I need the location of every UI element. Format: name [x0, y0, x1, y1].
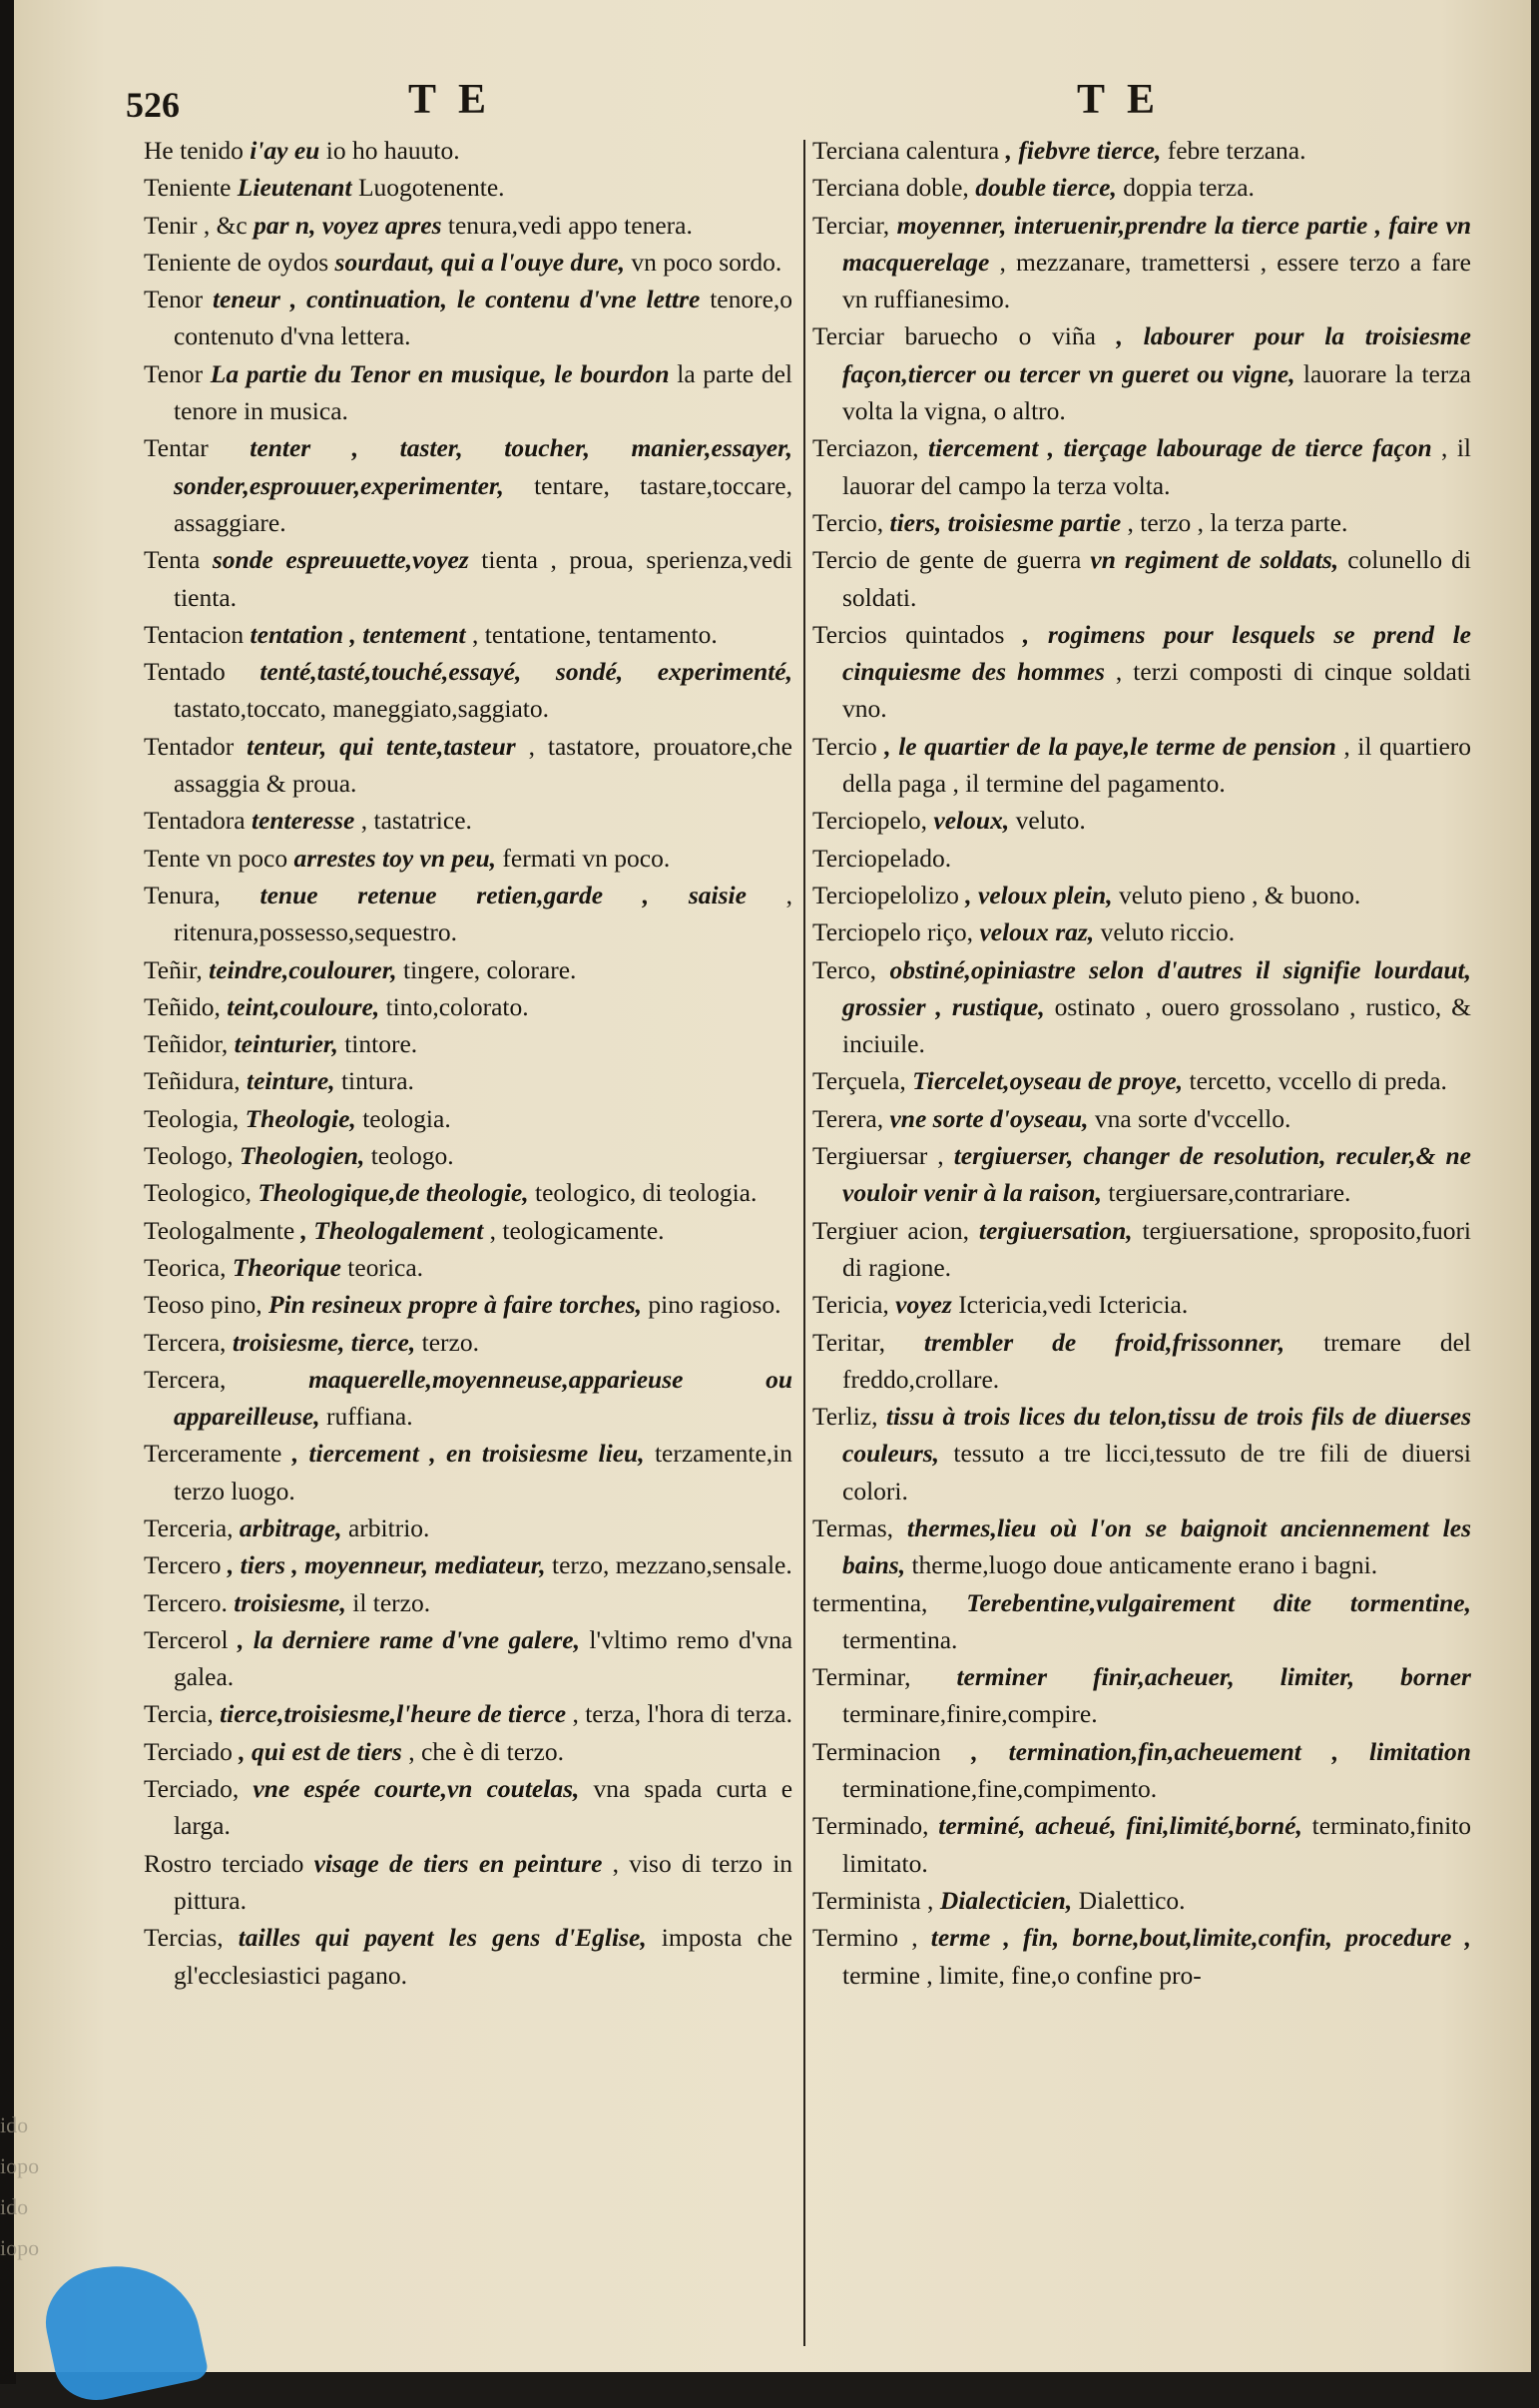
french-gloss: tenteresse: [251, 806, 355, 836]
headword: Teniente de oydos: [144, 247, 329, 277]
dictionary-entry: [144, 1324, 792, 1361]
headword: Terminar,: [812, 1662, 911, 1692]
dictionary-entry: [144, 281, 792, 355]
french-gloss: , fiebvre tierce,: [1005, 136, 1162, 165]
french-gloss: , veloux plein,: [965, 880, 1113, 909]
dictionary-entry: [144, 132, 792, 169]
dictionary-entry: [812, 1062, 1471, 1099]
dictionary-entry: [812, 1658, 1471, 1733]
dictionary-entry: [812, 1509, 1471, 1584]
italian-gloss: , il quartiero della paga , il termine del pagamento.: [842, 731, 1472, 799]
french-gloss: vn regiment de soldats,: [1090, 545, 1339, 575]
italian-gloss: lauorare la terza volta la vigna, o altro.: [842, 358, 1471, 426]
dictionary-entry: [812, 132, 1471, 169]
headword: Terceria,: [144, 1512, 234, 1542]
dictionary-entry: [144, 877, 792, 951]
italian-gloss: termine , limite, fine,o confine pro-: [842, 1960, 1202, 1990]
headword: Tentadora: [144, 806, 246, 836]
italian-gloss: colunello di soldati.: [842, 545, 1471, 612]
headword: Terco,: [812, 954, 877, 984]
italian-gloss: tenore,o contenuto d'vna lettera.: [174, 285, 793, 351]
french-gloss: , rogimens pour lesquels se prend le cinquiesme des hommes: [842, 619, 1471, 687]
french-gloss: , la derniere rame d'vne galere,: [237, 1624, 580, 1654]
italian-gloss: , viso di terzo in pittura.: [174, 1848, 793, 1915]
italian-gloss: pino ragioso.: [648, 1290, 781, 1320]
dictionary-entry: [144, 541, 792, 616]
headword: Tentador: [144, 731, 235, 761]
italian-gloss: termentina.: [842, 1624, 958, 1654]
french-gloss: tiers, troisiesme partie: [889, 507, 1122, 537]
left-column: [144, 132, 792, 1994]
dictionary-entry: [144, 1249, 792, 1286]
dictionary-entry: [144, 840, 792, 877]
italian-gloss: tintura.: [340, 1066, 414, 1096]
italian-gloss: tinto,colorato.: [385, 991, 529, 1021]
headword: Terciopelado.: [812, 843, 952, 873]
dictionary-entry: [144, 1212, 792, 1249]
headword: Teñido,: [144, 991, 221, 1021]
headword: Terceramente: [144, 1439, 282, 1469]
dictionary-entry: [144, 207, 792, 244]
italian-gloss: veluto riccio.: [1100, 917, 1236, 947]
french-gloss: Theologique,de theologie,: [257, 1178, 529, 1208]
headword: Terminacion: [812, 1736, 941, 1766]
dictionary-entry: [812, 1100, 1471, 1137]
headword: Rostro terciado: [144, 1848, 304, 1878]
italian-gloss: terzamente,in terzo luogo.: [174, 1439, 793, 1505]
italian-gloss: tingere, colorare.: [402, 954, 577, 984]
french-gloss: tiercement , tierçage labourage de tierce façon: [927, 433, 1432, 463]
italian-gloss: tessuto a tre licci,tessuto de tre fili de diuersi colori.: [842, 1439, 1472, 1505]
french-gloss: , qui est de tiers: [239, 1736, 402, 1766]
french-gloss: arbitrage,: [239, 1512, 342, 1542]
french-gloss: Terebentine,vulgairement dite tormentine,: [966, 1587, 1472, 1617]
french-gloss: , tiercement , en troisiesme lieu,: [291, 1439, 645, 1469]
italian-gloss: vn poco sordo.: [631, 247, 782, 277]
margin-fragment: ido: [0, 2194, 29, 2219]
italian-gloss: fermati vn poco.: [502, 843, 671, 873]
french-gloss: sourdaut, qui a l'ouye dure,: [334, 247, 626, 277]
headword: Terminista ,: [812, 1885, 934, 1915]
dictionary-entry: [144, 1621, 792, 1696]
french-gloss: , Theologalement: [300, 1215, 484, 1245]
headword: Tericia,: [812, 1290, 889, 1320]
italian-gloss: , tastatore, prouatore,che assaggia & proua.: [174, 731, 792, 799]
french-gloss: teneur , continuation, le contenu d'vne lettre: [212, 285, 701, 314]
dictionary-entry: [144, 355, 792, 430]
margin-fragment: ido: [0, 2112, 29, 2137]
headword: Tercera,: [144, 1327, 227, 1357]
dictionary-entry: [144, 244, 792, 281]
italian-gloss: ostinato , ouero grossolano , rustico, & inciuile.: [842, 991, 1472, 1059]
italian-gloss: il terzo.: [352, 1587, 431, 1617]
italian-gloss: , terzi composti di cinque soldati vno.: [842, 657, 1471, 724]
headword: Tercia,: [144, 1699, 214, 1729]
dictionary-entry: [812, 840, 1471, 877]
dictionary-entry: [812, 1212, 1471, 1287]
headword: Teoso pino,: [144, 1290, 262, 1320]
headword: Tercero.: [144, 1587, 228, 1617]
french-gloss: Theologie,: [245, 1103, 356, 1133]
italian-gloss: terminare,finire,compire.: [842, 1699, 1098, 1729]
headword: Terminado,: [812, 1811, 929, 1841]
dictionary-entry: [812, 616, 1471, 728]
headword: Terliz,: [812, 1402, 878, 1432]
french-gloss: maquerelle,moyenneuse,apparieuse ou appareilleuse,: [174, 1364, 793, 1432]
french-gloss: Theorique: [232, 1252, 341, 1282]
french-gloss: tenue retenue retien,garde , saisie: [259, 880, 747, 909]
french-gloss: visage de tiers en peinture: [313, 1848, 603, 1878]
french-gloss: troisiesme,: [234, 1587, 346, 1617]
french-gloss: tissu à trois lices du telon,tissu de trois fils de diuerses couleurs,: [842, 1402, 1472, 1469]
headword: Terciopelo,: [812, 806, 928, 836]
french-gloss: veloux raz,: [979, 917, 1095, 947]
headword: Terera,: [812, 1103, 884, 1133]
dictionary-page: [14, 0, 1531, 2372]
italian-gloss: tastato,toccato, maneggiato,saggiato.: [174, 694, 550, 724]
page-number: 526: [126, 85, 180, 125]
french-gloss: Dialecticien,: [939, 1885, 1073, 1915]
dictionary-entry: [144, 1919, 792, 1994]
dictionary-entry: [812, 541, 1471, 616]
italian-gloss: teologico, di teologia.: [535, 1178, 758, 1208]
italian-gloss: Ictericia,vedi Ictericia.: [958, 1290, 1189, 1320]
french-gloss: tailles qui payent les gens d'Eglise,: [238, 1923, 647, 1953]
french-gloss: tenté,tasté,touché,essayé, sondé, experimenté,: [259, 657, 793, 687]
french-gloss: , le quartier de la paye,le terme de pension: [884, 731, 1336, 761]
french-gloss: La partie du Tenor en musique, le bourdon: [210, 358, 670, 388]
italian-gloss: tergiuersatione, sproposito,fuori di ragione.: [842, 1215, 1472, 1282]
french-gloss: thermes,lieu où l'on se baignoit anciennement les bains,: [842, 1512, 1472, 1580]
italian-gloss: therme,luogo doue anticamente erano i bagni.: [911, 1550, 1378, 1580]
headword: Tercio de gente de guerra: [812, 545, 1082, 575]
french-gloss: tierce,troisiesme,l'heure de tierce: [220, 1699, 567, 1729]
french-gloss: veloux,: [933, 806, 1010, 836]
right-column: [812, 132, 1471, 1994]
headword: Tenura,: [144, 880, 221, 909]
dictionary-entry: [144, 988, 792, 1025]
running-head-left: TE: [408, 77, 509, 123]
french-gloss: vne sorte d'oyseau,: [889, 1103, 1089, 1133]
dictionary-entry: [812, 1882, 1471, 1919]
headword: Tentar: [144, 433, 209, 463]
italian-gloss: terminato,finito limitato.: [842, 1811, 1472, 1878]
headword: Teniente: [144, 173, 232, 203]
french-gloss: teindre,coulourer,: [209, 954, 397, 984]
dictionary-entry: [812, 1807, 1471, 1882]
running-head-right: TE: [1077, 77, 1178, 123]
headword: Tentado: [144, 657, 226, 687]
italian-gloss: arbitrio.: [347, 1512, 430, 1542]
dictionary-entry: [144, 1361, 792, 1436]
dictionary-entry: [144, 1100, 792, 1137]
italian-gloss: veluto.: [1015, 806, 1086, 836]
margin-fragment: iopo: [0, 2235, 40, 2260]
headword: termentina,: [812, 1587, 928, 1617]
italian-gloss: , ritenura,possesso,sequestro.: [174, 880, 793, 947]
italian-gloss: tergiuersare,contrariare.: [1108, 1178, 1351, 1208]
dictionary-entry: [144, 1770, 792, 1845]
french-gloss: tergiuersation,: [978, 1215, 1133, 1245]
headword: Tercerol: [144, 1624, 229, 1654]
italian-gloss: veluto pieno , & buono.: [1118, 880, 1361, 909]
french-gloss: teinturier,: [234, 1029, 338, 1059]
dictionary-entry: [812, 429, 1471, 504]
headword: Tenor: [144, 358, 204, 388]
french-gloss: tergiuerser, changer de resolution, reculer,& ne vouloir venir à la raison,: [842, 1141, 1471, 1208]
headword: Terciana calentura: [812, 136, 1000, 165]
french-gloss: sonde espreuuette,voyez: [212, 545, 469, 575]
headword: Tenta: [144, 545, 201, 575]
headword: Tergiuer acion,: [812, 1215, 970, 1245]
italian-gloss: terminatione,fine,compimento.: [842, 1774, 1158, 1804]
dictionary-entry: [812, 1137, 1471, 1212]
french-gloss: troisiesme, tierce,: [232, 1327, 416, 1357]
dictionary-entry: [144, 1695, 792, 1732]
dictionary-entry: [812, 951, 1471, 1063]
headword: Terciado,: [144, 1774, 240, 1804]
italian-gloss: teorica.: [347, 1252, 424, 1282]
column-rule: [803, 140, 805, 2346]
dictionary-entry: [144, 1174, 792, 1211]
italian-gloss: , mezzanare, tramettersi , essere terzo a fare vn ruffianesimo.: [842, 247, 1471, 314]
italian-gloss: , terzo , la terza parte.: [1127, 507, 1348, 537]
headword: Teologia,: [144, 1103, 240, 1133]
dictionary-entry: [812, 1286, 1471, 1323]
headword: Teñidor,: [144, 1029, 229, 1059]
headword: Tercios quintados: [812, 619, 1005, 649]
italian-gloss: vna spada curta e larga.: [174, 1774, 793, 1841]
dictionary-entry: [812, 1584, 1471, 1659]
dictionary-entry: [144, 1845, 792, 1920]
dictionary-entry: [812, 1919, 1471, 1994]
french-gloss: trembler de froid,frissonner,: [923, 1327, 1285, 1357]
dictionary-entry: [144, 1025, 792, 1062]
french-gloss: par n, voyez apres: [254, 210, 442, 240]
dictionary-entry: [144, 1509, 792, 1546]
headword: Terciazon,: [812, 433, 919, 463]
french-gloss: terminer finir,acheuer, limiter, borner: [956, 1662, 1471, 1692]
italian-gloss: Dialettico.: [1078, 1885, 1186, 1915]
italian-gloss: imposta che gl'ecclesiastici pagano.: [174, 1923, 793, 1990]
headword: Tenir , &c: [144, 210, 248, 240]
italian-gloss: , che è di terzo.: [408, 1736, 564, 1766]
headword: Terciar baruecho o viña: [812, 321, 1096, 351]
french-gloss: tenter , taster, toucher, manier,essayer, sonder,esprouuer,experimenter,: [174, 433, 792, 500]
dictionary-entry: [144, 1546, 792, 1583]
french-gloss: voyez: [895, 1290, 952, 1320]
headword: Tercero: [144, 1550, 222, 1580]
french-gloss: Theologien,: [239, 1141, 365, 1171]
italian-gloss: tentare, tastare,toccare, assaggiare.: [174, 470, 792, 537]
dictionary-entry: [144, 169, 792, 206]
dictionary-entry: [144, 1137, 792, 1174]
french-gloss: teint,couloure,: [227, 991, 380, 1021]
headword: Tercera,: [144, 1364, 227, 1394]
italian-gloss: tremare del freddo,crollare.: [842, 1327, 1472, 1394]
headword: Tercio,: [812, 507, 884, 537]
dictionary-entry: [812, 802, 1471, 839]
italian-gloss: febre terzana.: [1167, 136, 1306, 165]
italian-gloss: io ho hauuto.: [325, 136, 460, 165]
italian-gloss: tercetto, vccello di preda.: [1189, 1066, 1447, 1096]
italian-gloss: l'vltimo remo d'vna galea.: [174, 1624, 793, 1692]
headword: Terciana doble,: [812, 173, 969, 203]
french-gloss: double tierce,: [975, 173, 1117, 203]
french-gloss: , tiers , moyenneur, mediateur,: [227, 1550, 546, 1580]
dictionary-entry: [812, 913, 1471, 950]
headword: Termas,: [812, 1512, 894, 1542]
headword: Teologico,: [144, 1178, 252, 1208]
french-gloss: teinture,: [247, 1066, 335, 1096]
french-gloss: i'ay eu: [250, 136, 320, 165]
headword: Tercio: [812, 731, 877, 761]
italian-gloss: , teologicamente.: [489, 1215, 665, 1245]
headword: Teologo,: [144, 1141, 234, 1171]
dictionary-entry: [144, 1286, 792, 1323]
dictionary-entry: [144, 1584, 792, 1621]
italian-gloss: tienta , proua, sperienza,vedi tienta.: [174, 545, 792, 612]
dictionary-entry: [144, 1733, 792, 1770]
dictionary-entry: [144, 616, 792, 653]
french-gloss: tenteur, qui tente,tasteur: [247, 731, 516, 761]
headword: He tenido: [144, 136, 244, 165]
italian-gloss: teologia.: [362, 1103, 451, 1133]
italian-gloss: ruffiana.: [326, 1402, 413, 1432]
italian-gloss: doppia terza.: [1123, 173, 1255, 203]
italian-gloss: , tentatione, tentamento.: [471, 619, 718, 649]
french-gloss: Tiercelet,oyseau de proye,: [912, 1066, 1184, 1096]
dictionary-entry: [812, 877, 1471, 913]
french-gloss: tentation , tentement: [250, 619, 466, 649]
french-gloss: arrestes toy vn peu,: [293, 843, 497, 873]
italian-gloss: vna sorte d'vccello.: [1094, 1103, 1291, 1133]
italian-gloss: tintore.: [344, 1029, 418, 1059]
dictionary-entry: [144, 1062, 792, 1099]
dictionary-entry: [144, 728, 792, 803]
italian-gloss: , terza, l'hora di terza.: [572, 1699, 792, 1729]
headword: Teologalmente: [144, 1215, 295, 1245]
italian-gloss: teologo.: [370, 1141, 454, 1171]
french-gloss: Pin resineux propre à faire torches,: [268, 1290, 643, 1320]
dictionary-entry: [812, 207, 1471, 318]
headword: Tergiuersar ,: [812, 1141, 944, 1171]
dictionary-entry: [144, 1435, 792, 1509]
french-gloss: obstiné,opiniastre selon d'autres il signifie lourdaut, grossier , rustique,: [842, 954, 1472, 1021]
dictionary-entry: [812, 504, 1471, 541]
dictionary-entry: [144, 951, 792, 988]
dictionary-entry: [144, 802, 792, 839]
dictionary-entry: [812, 1733, 1471, 1808]
french-gloss: vne espée courte,vn coutelas,: [253, 1774, 580, 1804]
dictionary-entry: [812, 1324, 1471, 1399]
headword: Tentacion: [144, 619, 245, 649]
headword: Terciopelo riço,: [812, 917, 974, 947]
italian-gloss: tenura,vedi appo tenera.: [447, 210, 693, 240]
dictionary-entry: [812, 728, 1471, 803]
headword: Teritar,: [812, 1327, 885, 1357]
headword: Teorica,: [144, 1252, 227, 1282]
headword: Tenor: [144, 285, 204, 314]
dictionary-entry: [812, 317, 1471, 429]
dictionary-entry: [812, 1398, 1471, 1509]
french-gloss: terminé, acheué, fini,limité,borné,: [938, 1811, 1302, 1841]
dictionary-entry: [144, 653, 792, 728]
headword: Terciopelolizo: [812, 880, 959, 909]
italian-gloss: terzo.: [421, 1327, 479, 1357]
dictionary-entry: [812, 169, 1471, 206]
headword: Termino ,: [812, 1923, 918, 1953]
italian-gloss: terzo, mezzano,sensale.: [552, 1550, 792, 1580]
french-gloss: , labourer pour la troisiesme façon,tiercer ou tercer vn gueret ou vigne,: [842, 321, 1472, 388]
italian-gloss: , il lauorar del campo la terza volta.: [842, 433, 1471, 500]
french-gloss: Lieutenant: [237, 173, 352, 203]
french-gloss: , termination,fin,acheuement , limitation: [971, 1736, 1471, 1766]
french-gloss: terme , fin, borne,bout,limite,confin, procedure ,: [930, 1923, 1471, 1953]
headword: Teñir,: [144, 954, 203, 984]
headword: Tente vn poco: [144, 843, 288, 873]
dictionary-entry: [144, 429, 792, 541]
headword: Terciado: [144, 1736, 233, 1766]
left-margin-bleed-text: [0, 2105, 90, 2268]
italian-gloss: Luogotenente.: [357, 173, 505, 203]
french-gloss: moyenner, interuenir,prendre la tierce partie , faire vn macquerelage: [842, 210, 1471, 277]
headword: Teñidura,: [144, 1066, 241, 1096]
italian-gloss: , tastatrice.: [360, 806, 472, 836]
italian-gloss: la parte del tenore in musica.: [174, 358, 793, 426]
margin-fragment: iopo: [0, 2153, 40, 2178]
headword: Terciar,: [812, 210, 890, 240]
headword: Terçuela,: [812, 1066, 906, 1096]
headword: Tercias,: [144, 1923, 224, 1953]
